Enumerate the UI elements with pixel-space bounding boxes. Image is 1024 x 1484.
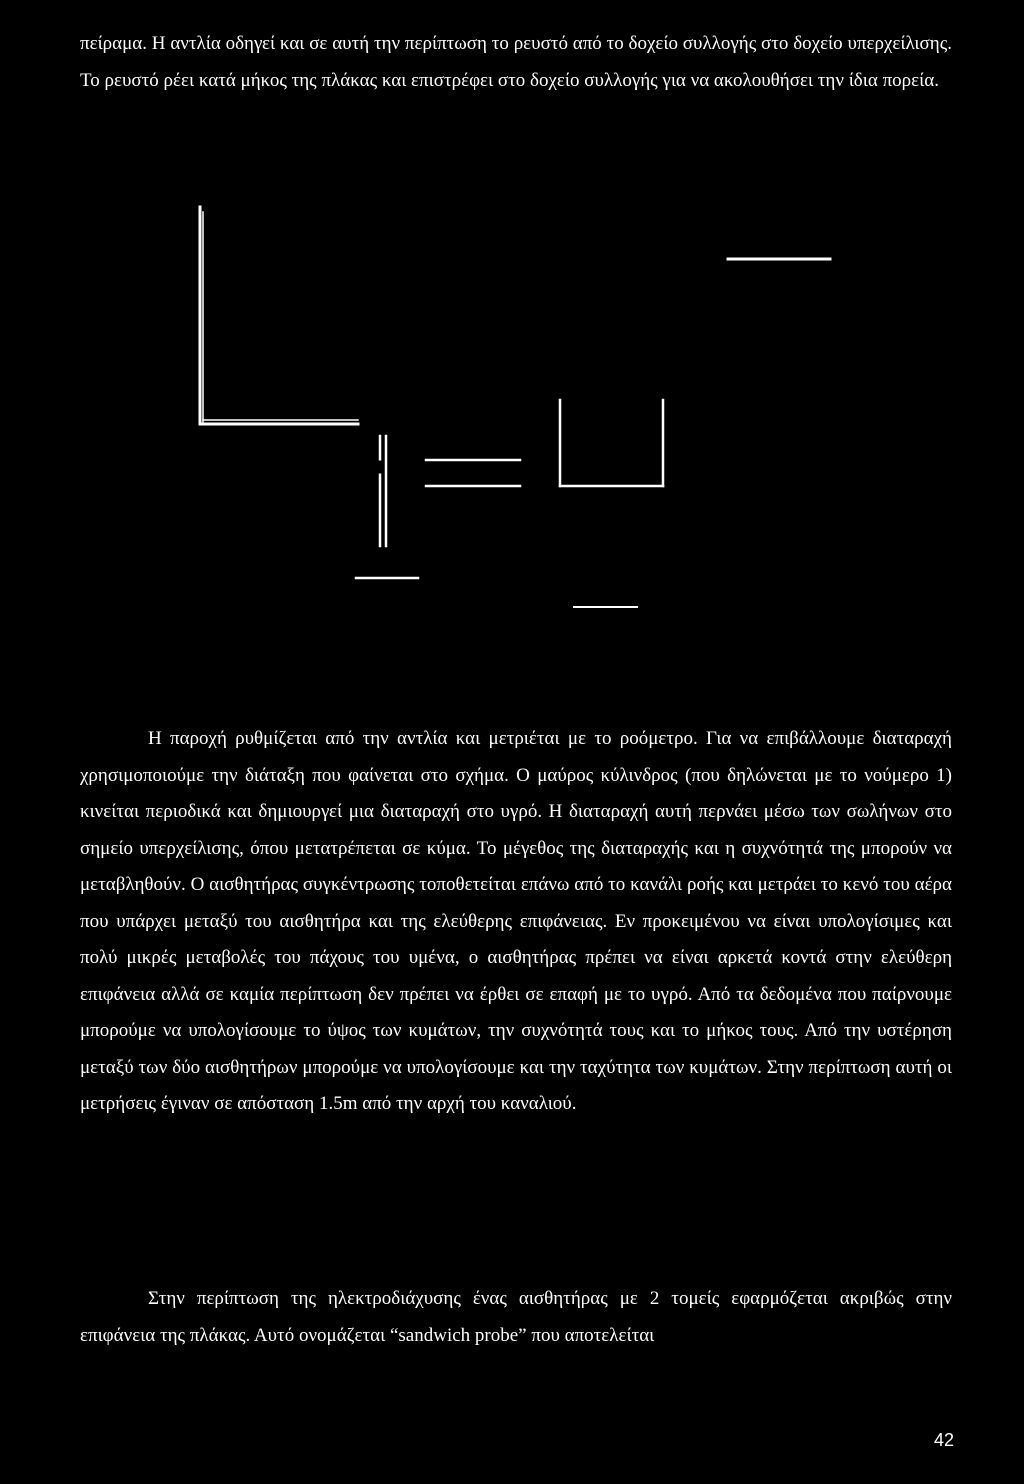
paragraph-intro: πείραμα. Η αντλία οδηγεί και σε αυτή την περίπτωση το ρευστό από το δοχείο συλλογής στο δοχείο υπερχείλισης. Το ρευστό ρέει κατά μήκος της πλάκας και επιστρέφει στο δοχείο συλλογής για να ακολουθήσει την ίδια πορεία.	[80, 33, 952, 91]
paragraph-continued: Στην περίπτωση της ηλεκτροδιάχυσης ένας αισθητήρας με 2 τομείς εφαρμόζεται ακριβώς στην επιφάνεια της πλάκας. Αυτό ονομάζεται “sandwich probe” που αποτελείται	[80, 1288, 952, 1346]
page-number: 42	[933, 1430, 954, 1450]
paragraph-main: Η παροχή ρυθμίζεται από την αντλία και μετριέται με το ροόμετρο. Για να επιβάλλουμε διαταραχή χρησιμοποιούμε την διάταξη που φαίνεται στο σχήμα. Ο μαύρος κύλινδρος (που δηλώνεται με το νούμερο 1) κινείται περιοδικά και δημιουργεί μια διαταραχή στο υγρό. Η διαταραχή αυτή περνάει μέσω των σωλήνων στο σημείο υπερχείλισης, όπου μετατρέπεται σε κύμα. Το μέγεθος της διαταραχής και η συχνότητά της μπορούν να μεταβληθούν. Ο αισθητήρας συγκέντρωσης τοποθετείται επάνω από το κανάλι ροής και μετράει το κενό του αέρα που υπάρχει μεταξύ του αισθητήρα και της ελεύθερης επιφάνειας. Εν προκειμένου να είναι υπολογίσιμες και πολύ μικρές μεταβολές του πάχους του υμένα, ο αισθητήρας πρέπει να είναι αρκετά κοντά στην ελεύθερη επιφάνεια αλλά σε καμία περίπτωση δεν πρέπει να έρθει σε επαφή με το υγρό. Από τα δεδομένα που παίρνουμε μπορούμε να υπολογίσουμε το ύψος των κυμάτων, την συχνότητά τους και το μήκος τους. Από την υστέρηση μεταξύ των δύο αισθητήρων μπορούμε να υπολογίσουμε και την ταχύτητα των κυμάτων. Στην περίπτωση αυτή οι μετρήσεις έγιναν σε απόσταση 1.5m από την αρχή του καναλιού.	[80, 728, 952, 1114]
